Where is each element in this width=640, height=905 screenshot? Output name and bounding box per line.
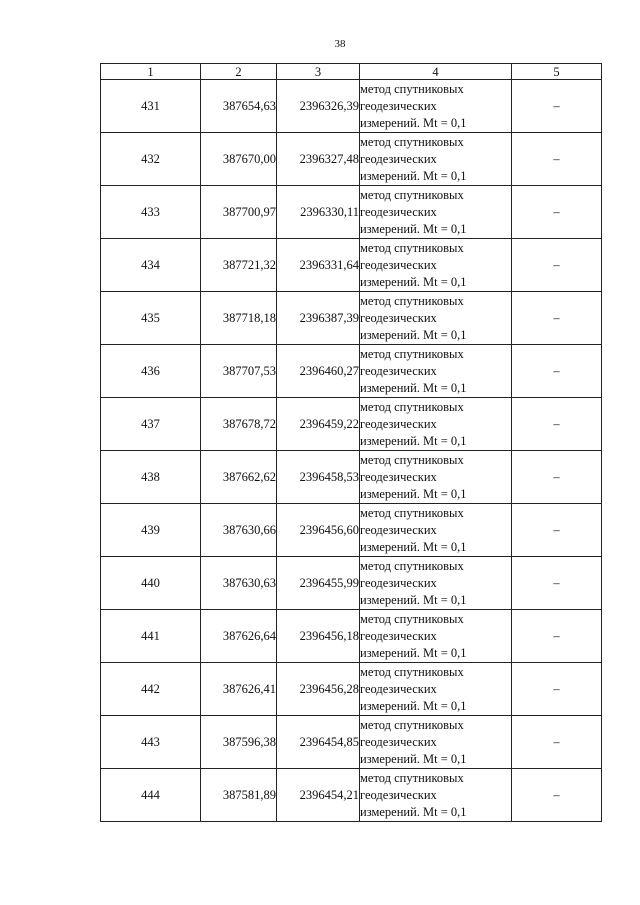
coordinate-y-cell: 2396458,53 [277, 451, 360, 504]
method-text-line: метод спутниковых [360, 399, 464, 414]
coordinate-y-cell: 2396460,27 [277, 345, 360, 398]
table-row [101, 292, 602, 345]
method-text-line: геодезических [360, 628, 437, 643]
method-text-line: геодезических [360, 98, 437, 113]
coordinate-x-cell: 387626,64 [201, 610, 277, 663]
table-row [101, 663, 602, 716]
method-cell [360, 716, 512, 769]
table-row [101, 186, 602, 239]
method-text-line: метод спутниковых [360, 134, 464, 149]
column-header-2: 2 [201, 64, 277, 80]
coordinate-x-cell: 387670,00 [201, 133, 277, 186]
method-cell [360, 186, 512, 239]
coordinate-x-cell: 387700,97 [201, 186, 277, 239]
method-text-line: метод спутниковых [360, 240, 464, 255]
note-cell: – [512, 186, 602, 239]
point-number-cell: 440 [101, 557, 201, 610]
coordinate-y-cell: 2396454,21 [277, 769, 360, 822]
method-text-line: геодезических [360, 734, 437, 749]
table-row [101, 716, 602, 769]
method-text-line: метод спутниковых [360, 611, 464, 626]
method-text-line: измерений. Mt = 0,1 [360, 221, 467, 236]
method-text-line: геодезических [360, 522, 437, 537]
method-text-line: измерений. Mt = 0,1 [360, 168, 467, 183]
point-number-cell: 438 [101, 451, 201, 504]
method-text-line: метод спутниковых [360, 346, 464, 361]
method-text-line: геодезических [360, 681, 437, 696]
point-number-cell: 435 [101, 292, 201, 345]
coordinate-x-cell: 387707,53 [201, 345, 277, 398]
method-text-line: измерений. Mt = 0,1 [360, 115, 467, 130]
method-text-line: измерений. Mt = 0,1 [360, 539, 467, 554]
method-text-line: геодезических [360, 363, 437, 378]
note-cell: – [512, 716, 602, 769]
method-text-line: геодезических [360, 469, 437, 484]
method-text-line: измерений. Mt = 0,1 [360, 486, 467, 501]
method-text-line: метод спутниковых [360, 770, 464, 785]
point-number-cell: 437 [101, 398, 201, 451]
coordinate-y-cell: 2396456,28 [277, 663, 360, 716]
coordinate-y-cell: 2396326,39 [277, 80, 360, 133]
method-cell [360, 292, 512, 345]
note-cell: – [512, 133, 602, 186]
note-cell: – [512, 769, 602, 822]
method-text-line: измерений. Mt = 0,1 [360, 751, 467, 766]
table-row [101, 398, 602, 451]
method-text-line: метод спутниковых [360, 558, 464, 573]
method-text-line: измерений. Mt = 0,1 [360, 433, 467, 448]
method-text-line: геодезических [360, 416, 437, 431]
method-text-line: метод спутниковых [360, 664, 464, 679]
table-row [101, 451, 602, 504]
point-number-cell: 432 [101, 133, 201, 186]
column-header-3: 3 [277, 64, 360, 80]
table-row [101, 610, 602, 663]
note-cell: – [512, 292, 602, 345]
coordinate-y-cell: 2396454,85 [277, 716, 360, 769]
method-text-line: метод спутниковых [360, 452, 464, 467]
point-number-cell: 431 [101, 80, 201, 133]
table-row [101, 239, 602, 292]
method-cell [360, 398, 512, 451]
note-cell: – [512, 80, 602, 133]
method-cell [360, 345, 512, 398]
method-text-line: измерений. Mt = 0,1 [360, 274, 467, 289]
coordinate-x-cell: 387678,72 [201, 398, 277, 451]
method-text-line: измерений. Mt = 0,1 [360, 804, 467, 819]
coordinate-x-cell: 387630,63 [201, 557, 277, 610]
coordinate-y-cell: 2396456,60 [277, 504, 360, 557]
point-number-cell: 444 [101, 769, 201, 822]
point-number-cell: 434 [101, 239, 201, 292]
note-cell: – [512, 345, 602, 398]
table-row [101, 133, 602, 186]
method-cell [360, 133, 512, 186]
method-cell [360, 663, 512, 716]
point-number-cell: 436 [101, 345, 201, 398]
coordinate-y-cell: 2396387,39 [277, 292, 360, 345]
table-row [101, 345, 602, 398]
method-text-line: метод спутниковых [360, 293, 464, 308]
coordinate-x-cell: 387654,63 [201, 80, 277, 133]
point-number-cell: 441 [101, 610, 201, 663]
coordinate-x-cell: 387596,38 [201, 716, 277, 769]
method-cell [360, 610, 512, 663]
note-cell: – [512, 610, 602, 663]
column-header-4: 4 [360, 64, 512, 80]
method-cell [360, 557, 512, 610]
point-number-cell: 439 [101, 504, 201, 557]
method-cell [360, 239, 512, 292]
point-number-cell: 443 [101, 716, 201, 769]
coordinate-x-cell: 387718,18 [201, 292, 277, 345]
note-cell: – [512, 663, 602, 716]
method-text-line: измерений. Mt = 0,1 [360, 645, 467, 660]
point-number-cell: 433 [101, 186, 201, 239]
method-text-line: измерений. Mt = 0,1 [360, 592, 467, 607]
note-cell: – [512, 239, 602, 292]
column-header-1: 1 [101, 64, 201, 80]
method-cell [360, 451, 512, 504]
method-text-line: геодезических [360, 151, 437, 166]
coordinate-y-cell: 2396327,48 [277, 133, 360, 186]
method-text-line: метод спутниковых [360, 81, 464, 96]
method-text-line: геодезических [360, 310, 437, 325]
coordinate-y-cell: 2396331,64 [277, 239, 360, 292]
coordinates-table [100, 63, 602, 822]
note-cell: – [512, 451, 602, 504]
coordinate-y-cell: 2396330,11 [277, 186, 360, 239]
table-row [101, 557, 602, 610]
method-text-line: измерений. Mt = 0,1 [360, 327, 467, 342]
coordinate-y-cell: 2396455,99 [277, 557, 360, 610]
coordinate-x-cell: 387630,66 [201, 504, 277, 557]
method-cell [360, 504, 512, 557]
method-text-line: метод спутниковых [360, 505, 464, 520]
method-text-line: геодезических [360, 204, 437, 219]
column-header-5: 5 [512, 64, 602, 80]
method-text-line: измерений. Mt = 0,1 [360, 380, 467, 395]
coordinate-y-cell: 2396456,18 [277, 610, 360, 663]
coordinate-x-cell: 387581,89 [201, 769, 277, 822]
point-number-cell: 442 [101, 663, 201, 716]
method-text-line: геодезических [360, 787, 437, 802]
note-cell: – [512, 504, 602, 557]
note-cell: – [512, 557, 602, 610]
method-text-line: метод спутниковых [360, 717, 464, 732]
note-cell: – [512, 398, 602, 451]
table-row [101, 769, 602, 822]
table-row [101, 80, 602, 133]
method-cell [360, 80, 512, 133]
method-text-line: метод спутниковых [360, 187, 464, 202]
table-body [101, 80, 602, 822]
coordinate-y-cell: 2396459,22 [277, 398, 360, 451]
method-text-line: измерений. Mt = 0,1 [360, 698, 467, 713]
table-row [101, 504, 602, 557]
method-text-line: геодезических [360, 575, 437, 590]
page-number: 38 [334, 38, 346, 50]
coordinate-x-cell: 387662,62 [201, 451, 277, 504]
coordinate-x-cell: 387721,32 [201, 239, 277, 292]
method-cell [360, 769, 512, 822]
table-header-row [101, 64, 602, 80]
coordinate-x-cell: 387626,41 [201, 663, 277, 716]
method-text-line: геодезических [360, 257, 437, 272]
